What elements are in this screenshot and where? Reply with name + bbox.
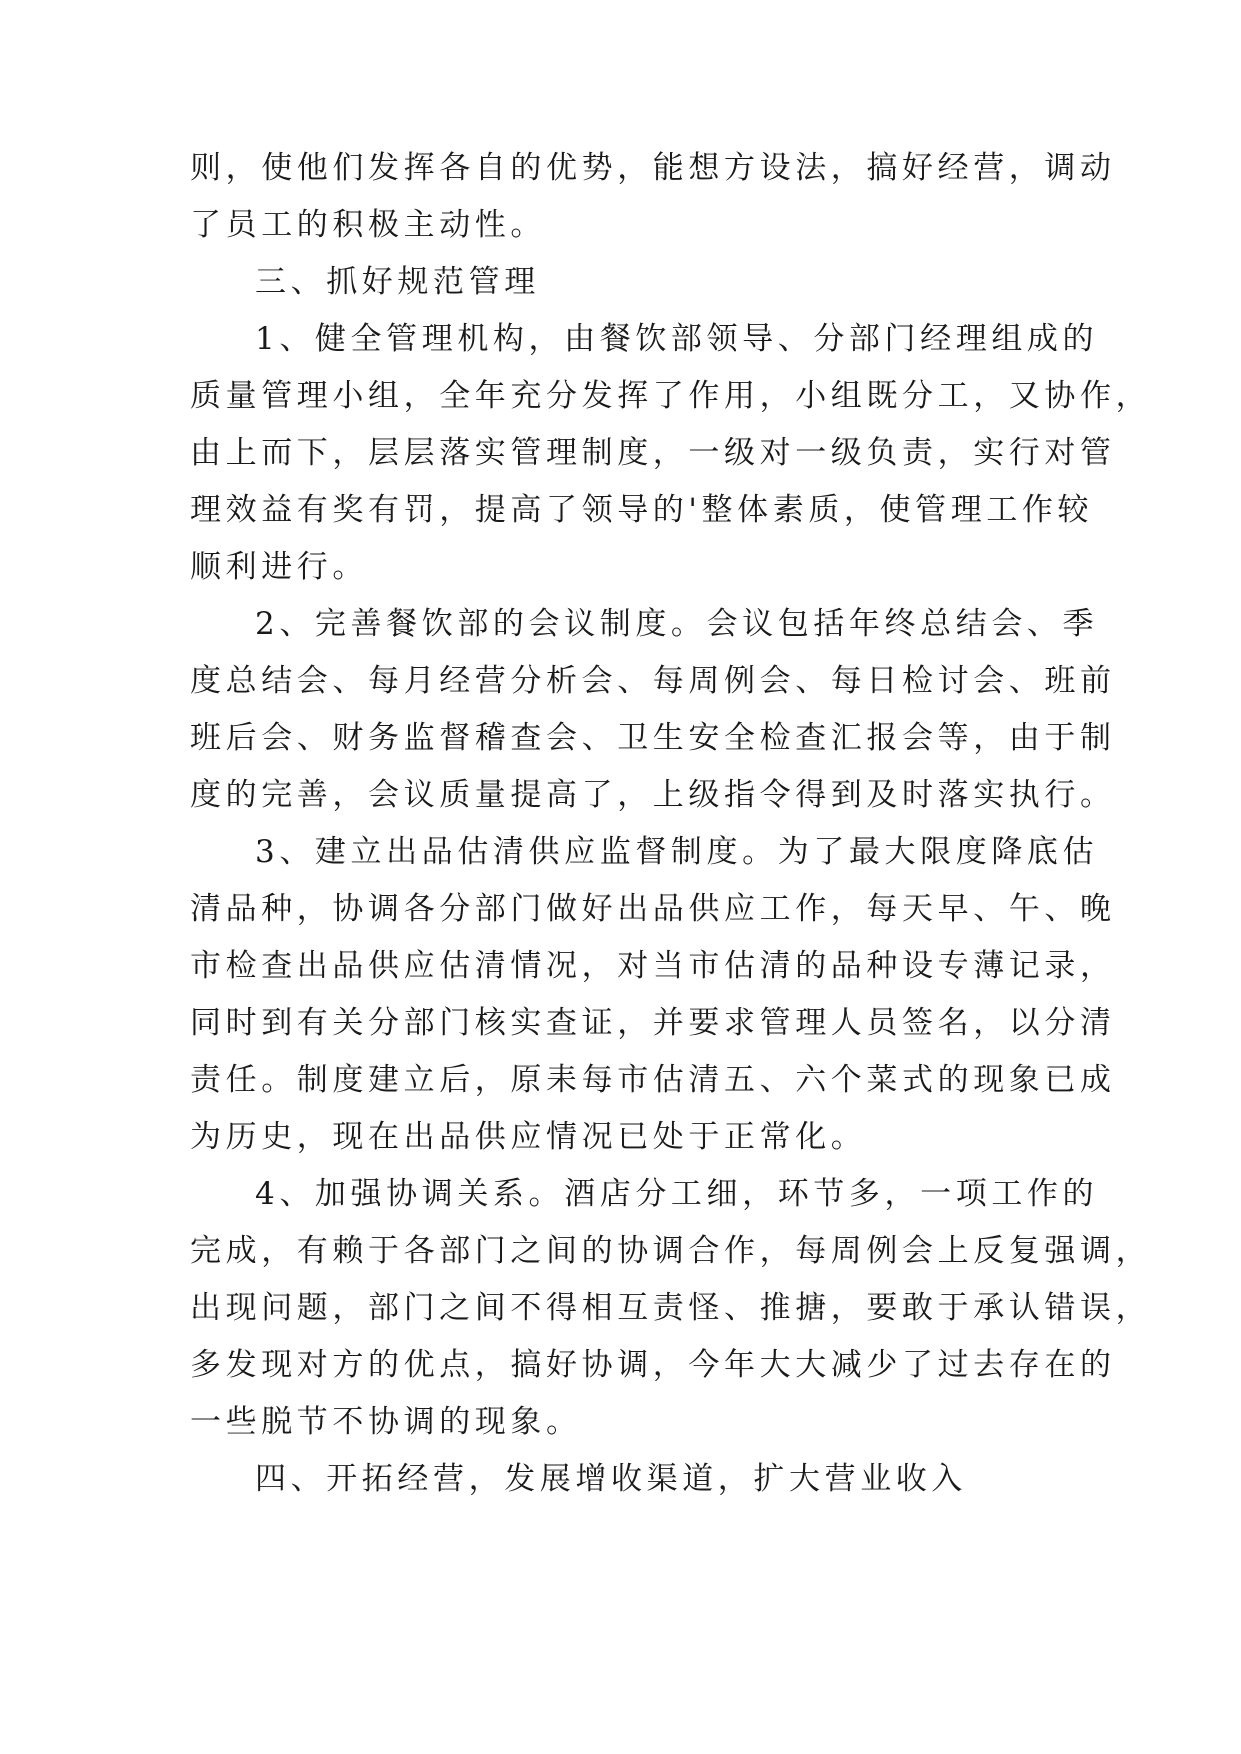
text-line: 责任。制度建立后，原耒每市估清五、六个菜式的现象已成 bbox=[190, 1062, 1116, 1098]
text-line: 班后会、财务监督稽查会、卫生安全检查汇报会等，由于制 bbox=[190, 720, 1116, 756]
text-line: 为历史，现在出品供应情况已处于正常化。 bbox=[190, 1119, 867, 1155]
paragraph-start: 2、完善餐饮部的会议制度。会议包括年终总结会、季 bbox=[255, 606, 1099, 642]
text-line: 度的完善，会议质量提高了，上级指令得到及时落实执行。 bbox=[190, 777, 1116, 813]
paragraph-start: 1、健全管理机构，由餐饮部领导、分部门经理组成的 bbox=[255, 321, 1099, 357]
text-line: 理效益有奖有罚，提高了领导的'整体素质，使管理工作较 bbox=[190, 492, 1094, 528]
paragraph-start: 4、加强协调关系。酒店分工细，环节多，一项工作的 bbox=[255, 1176, 1099, 1212]
text-line: 顺利进行。 bbox=[190, 549, 368, 585]
text-line: 质量管理小组，全年充分发挥了作用，小组既分工，又协作， bbox=[190, 378, 1152, 414]
section-heading: 三、抓好规范管理 bbox=[255, 264, 540, 300]
text-line: 同时到有关分部门核实查证，并要求管理人员签名，以分清 bbox=[190, 1005, 1116, 1041]
text-line: 市检查出品供应估清情况，对当市估清的品种设专薄记录， bbox=[190, 948, 1116, 984]
text-line: 度总结会、每月经营分析会、每周例会、每日检讨会、班前 bbox=[190, 663, 1116, 699]
section-heading: 四、开拓经营，发展增收渠道，扩大营业收入 bbox=[255, 1461, 967, 1497]
text-line: 清品种，协调各分部门做好出品供应工作，每天早、午、晚 bbox=[190, 891, 1116, 927]
text-line: 由上而下，层层落实管理制度，一级对一级负责，实行对管 bbox=[190, 435, 1116, 471]
text-line: 了员工的积极主动性。 bbox=[190, 207, 546, 243]
text-line: 一些脱节不协调的现象。 bbox=[190, 1404, 582, 1440]
text-line: 完成，有赖于各部门之间的协调合作，每周例会上反复强调， bbox=[190, 1233, 1152, 1269]
text-line: 则，使他们发挥各自的优势，能想方设法，搞好经营，调动 bbox=[190, 150, 1116, 186]
text-line: 出现问题，部门之间不得相互责怪、推搪，要敢于承认错误， bbox=[190, 1290, 1152, 1326]
paragraph-start: 3、建立出品估清供应监督制度。为了最大限度降底估 bbox=[255, 834, 1099, 870]
text-line: 多发现对方的优点，搞好协调，今年大大减少了过去存在的 bbox=[190, 1347, 1116, 1383]
